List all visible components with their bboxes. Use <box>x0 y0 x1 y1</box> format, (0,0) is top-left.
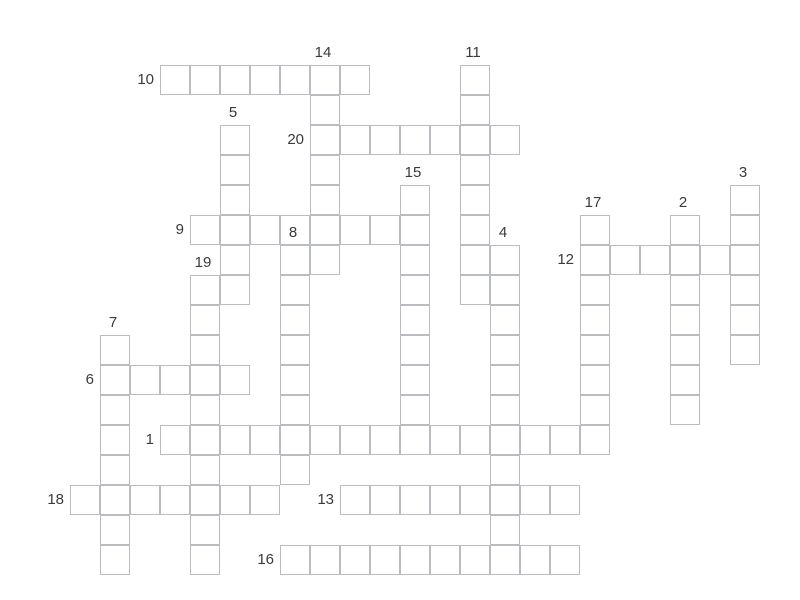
crossword-cell[interactable] <box>190 455 220 485</box>
clue-number-4: 4 <box>498 224 508 241</box>
clue-number-11: 11 <box>465 44 481 61</box>
crossword-cell[interactable] <box>580 395 610 425</box>
clue-number-12: 12 <box>557 251 574 268</box>
crossword-cell[interactable] <box>490 455 520 485</box>
crossword-cell[interactable] <box>490 425 520 455</box>
crossword-cell[interactable] <box>220 125 250 155</box>
clue-number-13: 13 <box>317 491 334 508</box>
crossword-cell[interactable] <box>400 215 430 245</box>
crossword-cell[interactable] <box>220 485 250 515</box>
crossword-cell[interactable] <box>400 125 430 155</box>
crossword-cell[interactable] <box>250 215 280 245</box>
crossword-cell[interactable] <box>280 545 310 575</box>
crossword-cell[interactable] <box>310 245 340 275</box>
crossword-cell[interactable] <box>160 365 190 395</box>
crossword-cell[interactable] <box>430 125 460 155</box>
crossword-cell[interactable] <box>310 215 340 245</box>
crossword-cell[interactable] <box>670 365 700 395</box>
crossword-cell[interactable] <box>310 545 340 575</box>
crossword-cell[interactable] <box>220 275 250 305</box>
crossword-cell[interactable] <box>280 305 310 335</box>
crossword-cell[interactable] <box>490 305 520 335</box>
crossword-cell[interactable] <box>160 425 190 455</box>
clue-number-9: 9 <box>175 221 184 238</box>
clue-number-19: 19 <box>194 254 212 271</box>
clue-number-16: 16 <box>257 551 274 568</box>
crossword-cell[interactable] <box>250 425 280 455</box>
crossword-cell[interactable] <box>70 485 100 515</box>
crossword-cell[interactable] <box>310 185 340 215</box>
crossword-cell[interactable] <box>250 485 280 515</box>
clue-number-14: 14 <box>314 44 332 61</box>
crossword-cell[interactable] <box>730 275 760 305</box>
crossword-cell[interactable] <box>460 485 490 515</box>
crossword-cell[interactable] <box>280 455 310 485</box>
crossword-cell[interactable] <box>430 485 460 515</box>
crossword-cell[interactable] <box>250 65 280 95</box>
clue-number-18: 18 <box>47 491 64 508</box>
crossword-cell[interactable] <box>340 125 370 155</box>
crossword-cell[interactable] <box>670 245 700 275</box>
crossword-cell[interactable] <box>490 365 520 395</box>
crossword-cell[interactable] <box>400 425 430 455</box>
clue-number-1: 1 <box>145 431 154 448</box>
crossword-cell[interactable] <box>430 425 460 455</box>
crossword-cell[interactable] <box>280 395 310 425</box>
crossword-cell[interactable] <box>190 215 220 245</box>
crossword-cell[interactable] <box>400 365 430 395</box>
crossword-cell[interactable] <box>190 365 220 395</box>
crossword-cell[interactable] <box>220 215 250 245</box>
crossword-cell[interactable] <box>580 215 610 245</box>
crossword-cell[interactable] <box>520 485 550 515</box>
crossword-cell[interactable] <box>430 545 460 575</box>
crossword-cell[interactable] <box>220 245 250 275</box>
crossword-cell[interactable] <box>370 125 400 155</box>
crossword-cell[interactable] <box>490 335 520 365</box>
crossword-cell[interactable] <box>190 545 220 575</box>
crossword-cell[interactable] <box>340 65 370 95</box>
crossword-cell[interactable] <box>400 275 430 305</box>
crossword-cell[interactable] <box>340 215 370 245</box>
crossword-cell[interactable] <box>370 425 400 455</box>
crossword-cell[interactable] <box>340 545 370 575</box>
crossword-cell[interactable] <box>460 65 490 95</box>
crossword-cell[interactable] <box>490 395 520 425</box>
crossword-cell[interactable] <box>700 245 730 275</box>
crossword-cell[interactable] <box>490 245 520 275</box>
crossword-cell[interactable] <box>580 245 610 275</box>
crossword-cell[interactable] <box>550 425 580 455</box>
crossword-cell[interactable] <box>580 365 610 395</box>
crossword-cell[interactable] <box>190 485 220 515</box>
crossword-cell[interactable] <box>160 65 190 95</box>
crossword-cell[interactable] <box>490 515 520 545</box>
crossword-cell[interactable] <box>100 545 130 575</box>
crossword-cell[interactable] <box>490 485 520 515</box>
crossword-cell[interactable] <box>490 545 520 575</box>
crossword-cell[interactable] <box>190 425 220 455</box>
crossword-cell[interactable] <box>100 455 130 485</box>
crossword-cell[interactable] <box>190 335 220 365</box>
crossword-cell[interactable] <box>460 125 490 155</box>
crossword-cell[interactable] <box>220 425 250 455</box>
crossword-cell[interactable] <box>310 155 340 185</box>
crossword-cell[interactable] <box>100 515 130 545</box>
crossword-cell[interactable] <box>190 65 220 95</box>
crossword-cell[interactable] <box>670 215 700 245</box>
crossword-cell[interactable] <box>400 395 430 425</box>
crossword-cell[interactable] <box>460 215 490 245</box>
crossword-cell[interactable] <box>400 305 430 335</box>
crossword-cell[interactable] <box>610 245 640 275</box>
crossword-cell[interactable] <box>280 275 310 305</box>
crossword-cell[interactable] <box>670 275 700 305</box>
clue-number-5: 5 <box>228 104 238 121</box>
clue-number-8: 8 <box>288 224 298 241</box>
crossword-cell[interactable] <box>580 305 610 335</box>
crossword-cell[interactable] <box>460 425 490 455</box>
clue-number-15: 15 <box>404 164 422 181</box>
crossword-cell[interactable] <box>460 275 490 305</box>
crossword-cell[interactable] <box>340 425 370 455</box>
crossword-cell[interactable] <box>460 545 490 575</box>
crossword-cell[interactable] <box>310 425 340 455</box>
crossword-cell[interactable] <box>580 275 610 305</box>
clue-number-6: 6 <box>85 371 94 388</box>
clue-number-2: 2 <box>678 194 688 211</box>
crossword-cell[interactable] <box>730 305 760 335</box>
crossword-cell[interactable] <box>280 365 310 395</box>
crossword-cell[interactable] <box>280 65 310 95</box>
crossword-cell[interactable] <box>130 485 160 515</box>
crossword-cell[interactable] <box>670 395 700 425</box>
crossword-cell[interactable] <box>730 335 760 365</box>
crossword-cell[interactable] <box>400 335 430 365</box>
crossword-cell[interactable] <box>370 545 400 575</box>
crossword-cell[interactable] <box>190 305 220 335</box>
crossword-cell[interactable] <box>550 485 580 515</box>
clue-number-7: 7 <box>108 314 118 331</box>
crossword-cell[interactable] <box>550 545 580 575</box>
crossword-cell[interactable] <box>220 65 250 95</box>
crossword-cell[interactable] <box>460 245 490 275</box>
crossword-cell[interactable] <box>460 185 490 215</box>
crossword-cell[interactable] <box>400 185 430 215</box>
crossword-cell[interactable] <box>640 245 670 275</box>
crossword-cell[interactable] <box>280 335 310 365</box>
clue-number-3: 3 <box>738 164 748 181</box>
crossword-cell[interactable] <box>460 95 490 125</box>
crossword-cell[interactable] <box>160 485 190 515</box>
crossword-cell[interactable] <box>100 335 130 365</box>
crossword-cell[interactable] <box>220 185 250 215</box>
crossword-cell[interactable] <box>370 215 400 245</box>
crossword-cell[interactable] <box>730 245 760 275</box>
crossword-cell[interactable] <box>310 65 340 95</box>
crossword-cell[interactable] <box>100 395 130 425</box>
crossword-cell[interactable] <box>130 365 160 395</box>
crossword-cell[interactable] <box>580 425 610 455</box>
crossword-cell[interactable] <box>310 125 340 155</box>
crossword-cell[interactable] <box>190 515 220 545</box>
crossword-cell[interactable] <box>670 305 700 335</box>
crossword-cell[interactable] <box>730 215 760 245</box>
crossword-cell[interactable] <box>400 545 430 575</box>
crossword-cell[interactable] <box>100 365 130 395</box>
crossword-cell[interactable] <box>340 485 370 515</box>
crossword-cell[interactable] <box>220 155 250 185</box>
crossword-cell[interactable] <box>310 95 340 125</box>
clue-number-17: 17 <box>584 194 602 211</box>
clue-number-10: 10 <box>137 71 154 88</box>
crossword-cell[interactable] <box>580 335 610 365</box>
crossword-cell[interactable] <box>400 245 430 275</box>
crossword-cell[interactable] <box>190 395 220 425</box>
crossword-cell[interactable] <box>100 485 130 515</box>
crossword-cell[interactable] <box>280 245 310 275</box>
crossword-cell[interactable] <box>400 485 430 515</box>
crossword-cell[interactable] <box>490 125 520 155</box>
clue-number-20: 20 <box>287 131 304 148</box>
crossword-cell[interactable] <box>490 275 520 305</box>
crossword-cell[interactable] <box>520 425 550 455</box>
crossword-cell[interactable] <box>460 155 490 185</box>
crossword-cell[interactable] <box>520 545 550 575</box>
crossword-cell[interactable] <box>280 425 310 455</box>
crossword-cell[interactable] <box>220 365 250 395</box>
crossword-cell[interactable] <box>190 275 220 305</box>
crossword-cell[interactable] <box>370 485 400 515</box>
crossword-cell[interactable] <box>730 185 760 215</box>
crossword-cell[interactable] <box>670 335 700 365</box>
